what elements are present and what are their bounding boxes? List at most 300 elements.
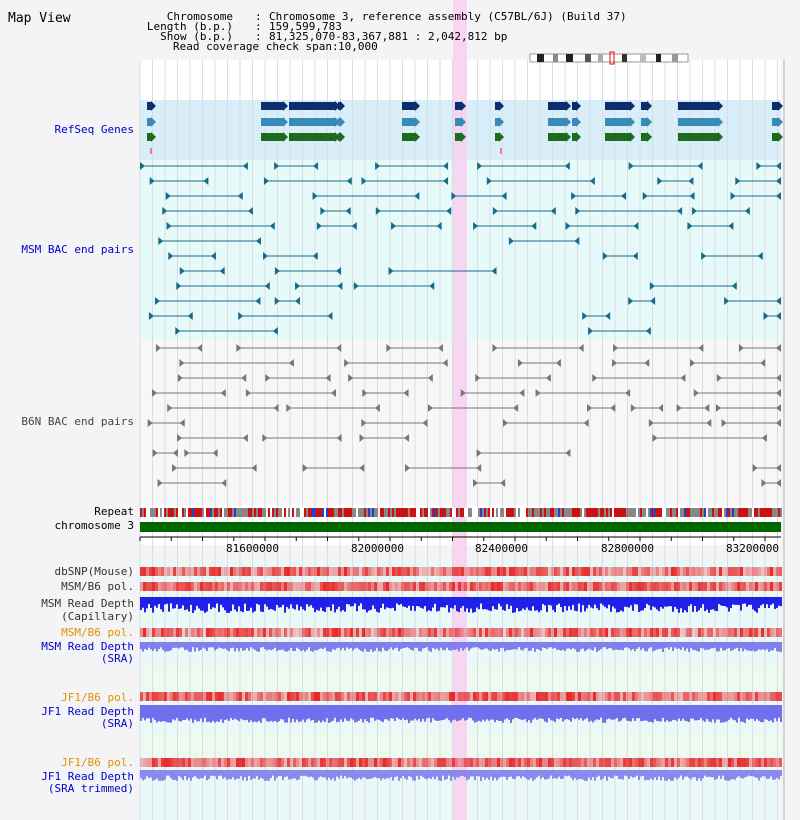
heat-cell (395, 567, 398, 576)
heat-cell (347, 567, 350, 576)
read-depth-bar (186, 642, 188, 650)
read-depth-bar (780, 770, 782, 776)
read-depth-bar (632, 770, 634, 778)
read-depth-bar (176, 642, 178, 648)
heat-cell (662, 692, 665, 701)
heat-cell (170, 758, 173, 767)
read-depth-bar (354, 642, 356, 649)
read-depth-bar (476, 597, 478, 608)
read-depth-bar (628, 770, 630, 779)
repeat-feature (658, 508, 660, 517)
ideogram-band (622, 54, 627, 62)
heat-cell (704, 567, 707, 576)
repeat-feature (408, 508, 410, 517)
repeat-feature (194, 508, 196, 517)
repeat-feature (434, 508, 436, 517)
repeat-feature (576, 508, 578, 517)
repeat-feature (162, 508, 164, 517)
refseq-gene (495, 133, 499, 141)
read-depth-bar (490, 642, 492, 651)
heat-cell (158, 582, 161, 591)
read-depth-bar (368, 770, 370, 779)
heat-cell (422, 692, 425, 701)
refseq-gene (402, 118, 415, 126)
repeat-feature (518, 508, 520, 517)
heat-cell (635, 582, 638, 591)
read-depth-bar (684, 770, 686, 777)
read-depth-bar (638, 642, 640, 647)
read-depth-bar (590, 597, 592, 607)
read-depth-bar (540, 597, 542, 610)
read-depth-bar (144, 705, 146, 720)
heat-cell (449, 628, 452, 637)
read-depth-bar (480, 642, 482, 650)
heat-cell (290, 582, 293, 591)
heat-cell (266, 758, 269, 767)
heat-cell (587, 628, 590, 637)
read-depth-bar (326, 770, 328, 780)
heat-cell (500, 692, 503, 701)
repeat-feature (424, 508, 426, 517)
heat-cell (320, 567, 323, 576)
read-depth-bar (334, 597, 336, 612)
read-depth-bar (410, 597, 412, 611)
heat-cell (200, 628, 203, 637)
repeat-feature (316, 508, 318, 517)
heat-cell (413, 628, 416, 637)
heat-cell (329, 628, 332, 637)
read-depth-bar (140, 642, 142, 649)
read-depth-bar (774, 770, 776, 780)
read-depth-bar (454, 770, 456, 780)
track-label-msm-read-depth[interactable]: MSM Read Depth (41, 597, 134, 610)
read-depth-bar (548, 705, 550, 718)
read-depth-bar (418, 597, 420, 606)
heat-cell (449, 692, 452, 701)
heat-cell (236, 628, 239, 637)
read-depth-bar (264, 642, 266, 649)
repeat-feature (256, 508, 258, 517)
read-depth-bar (386, 642, 388, 651)
read-depth-bar (512, 597, 514, 613)
read-depth-bar (458, 597, 460, 612)
heat-cell (632, 628, 635, 637)
heat-cell (566, 692, 569, 701)
read-depth-bar (662, 770, 664, 777)
read-depth-bar (526, 642, 528, 648)
read-depth-bar (518, 597, 520, 611)
repeat-feature (200, 508, 202, 517)
read-depth-bar (724, 642, 726, 651)
heat-cell (629, 692, 632, 701)
heat-cell (590, 567, 593, 576)
read-depth-bar (210, 705, 212, 723)
track-label-msm-b6-pol-sra[interactable]: MSM/B6 pol. (61, 626, 134, 639)
heat-cell (602, 692, 605, 701)
read-depth-bar (778, 705, 780, 718)
repeat-feature (508, 508, 510, 517)
repeat-feature (272, 508, 274, 517)
heat-cell (347, 692, 350, 701)
read-depth-bar (744, 642, 746, 649)
heat-cell (542, 567, 545, 576)
read-depth-bar (482, 770, 484, 777)
read-depth-bar (558, 705, 560, 719)
read-depth-bar (624, 597, 626, 607)
read-depth-bar (752, 705, 754, 719)
heat-cell (596, 628, 599, 637)
refseq-gene (402, 133, 415, 141)
read-depth-bar (400, 642, 402, 649)
heat-cell (572, 758, 575, 767)
heat-cell (323, 567, 326, 576)
read-depth-bar (324, 705, 326, 722)
read-depth-bar (652, 642, 654, 651)
read-depth-bar (508, 770, 510, 777)
read-depth-bar (764, 597, 766, 608)
info-sep: : (255, 10, 262, 23)
repeat-feature (414, 508, 416, 517)
repeat-feature (758, 508, 760, 517)
read-depth-bar (544, 642, 546, 648)
heat-cell (164, 628, 167, 637)
heat-cell (449, 758, 452, 767)
refseq-gene (772, 102, 778, 110)
read-depth-bar (780, 642, 782, 652)
heat-cell (275, 567, 278, 576)
heat-cell (143, 567, 146, 576)
track-label-repeat[interactable]: Repeat (94, 505, 134, 518)
repeat-feature (230, 508, 232, 517)
read-depth-bar (478, 642, 480, 648)
read-depth-bar (268, 770, 270, 781)
read-depth-bar (178, 770, 180, 776)
heat-cell (704, 758, 707, 767)
read-depth-bar (588, 705, 590, 722)
repeat-feature (462, 508, 464, 517)
read-depth-bar (772, 770, 774, 780)
heat-cell (743, 582, 746, 591)
heat-cell (758, 582, 761, 591)
read-depth-bar (570, 770, 572, 778)
read-depth-bar (548, 770, 550, 778)
heat-cell (296, 582, 299, 591)
heat-cell (554, 582, 557, 591)
read-depth-bar (390, 770, 392, 777)
read-depth-bar (258, 597, 260, 605)
ideogram-band (672, 54, 678, 62)
read-depth-bar (510, 642, 512, 650)
repeat-feature (220, 508, 222, 517)
heat-cell (608, 582, 611, 591)
refseq-gene (455, 102, 461, 110)
heat-cell (590, 628, 593, 637)
track-label-msm-read-depth-sra[interactable]: MSM Read Depth (41, 640, 134, 653)
read-depth-bar (618, 770, 620, 779)
track-label-msm-b6-pol[interactable]: MSM/B6 pol. (61, 580, 134, 593)
track-label-jf1-b6-pol[interactable]: JF1/B6 pol. (61, 691, 134, 704)
heat-cell (713, 758, 716, 767)
read-depth-bar (608, 770, 610, 777)
heat-cell (458, 692, 461, 701)
heat-cell (248, 758, 251, 767)
read-depth-bar (582, 770, 584, 780)
heat-cell (419, 628, 422, 637)
read-depth-bar (344, 597, 346, 612)
read-depth-bar (736, 770, 738, 778)
repeat-feature (558, 508, 560, 517)
info-sep: : (255, 20, 262, 33)
heat-cell (560, 692, 563, 701)
heat-cell (689, 758, 692, 767)
track-label-jf1-read-depth[interactable]: JF1 Read Depth (41, 705, 134, 718)
read-depth-bar (628, 705, 630, 721)
read-depth-bar (396, 597, 398, 603)
read-depth-bar (602, 770, 604, 779)
read-depth-bar (276, 642, 278, 651)
heat-cell (359, 582, 362, 591)
read-depth-bar (306, 642, 308, 650)
heat-cell (731, 628, 734, 637)
read-depth-bar (554, 597, 556, 612)
read-depth-bar (554, 642, 556, 648)
heat-cell (599, 628, 602, 637)
read-depth-bar (166, 597, 168, 604)
repeat-feature (600, 508, 602, 517)
read-depth-bar (630, 642, 632, 651)
read-depth-bar (444, 597, 446, 608)
read-depth-bar (342, 705, 344, 722)
read-depth-bar (292, 597, 294, 608)
read-depth-bar (550, 597, 552, 606)
read-depth-bar (582, 705, 584, 721)
repeat-feature (338, 508, 340, 517)
ideogram-band (598, 54, 603, 62)
read-depth-bar (630, 705, 632, 722)
heat-cell (602, 628, 605, 637)
read-depth-bar (348, 642, 350, 649)
heat-cell (167, 567, 170, 576)
heat-cell (416, 692, 419, 701)
read-depth-bar (200, 597, 202, 611)
heat-cell (518, 692, 521, 701)
read-depth-bar (344, 705, 346, 718)
read-depth-bar (282, 597, 284, 605)
read-depth-bar (428, 597, 430, 610)
repeat-feature (460, 508, 462, 517)
heat-cell (725, 567, 728, 576)
read-depth-bar (720, 642, 722, 648)
read-depth-bar (666, 597, 668, 607)
read-depth-bar (310, 705, 312, 721)
read-depth-bar (622, 770, 624, 780)
read-depth-bar (392, 770, 394, 781)
read-depth-bar (768, 642, 770, 652)
heat-cell (707, 628, 710, 637)
heat-cell (275, 692, 278, 701)
heat-cell (365, 758, 368, 767)
heat-cell (467, 628, 470, 637)
read-depth-bar (486, 597, 488, 610)
read-depth-bar (472, 705, 474, 721)
read-depth-bar (366, 642, 368, 652)
heat-cell (638, 628, 641, 637)
heat-cell (347, 628, 350, 637)
read-depth-bar (490, 770, 492, 777)
heat-cell (410, 628, 413, 637)
heat-cell (380, 582, 383, 591)
read-depth-bar (142, 642, 144, 652)
axis-tick-label: 83200000 (726, 542, 779, 555)
heat-cell (419, 692, 422, 701)
heat-cell (170, 567, 173, 576)
read-depth-bar (682, 597, 684, 613)
read-depth-bar (398, 705, 400, 719)
read-depth-bar (420, 770, 422, 776)
read-depth-bar (296, 705, 298, 720)
heat-cell (422, 758, 425, 767)
track-label-b6n-bac[interactable]: B6N BAC end pairs (21, 415, 134, 428)
read-depth-bar (568, 770, 570, 776)
read-depth-bar (726, 705, 728, 721)
read-depth-bar (500, 597, 502, 606)
read-depth-bar (176, 705, 178, 718)
heat-cell (719, 692, 722, 701)
read-depth-bar (342, 770, 344, 778)
heat-cell (305, 692, 308, 701)
heat-cell (362, 628, 365, 637)
heat-cell (302, 758, 305, 767)
read-depth-bar (720, 770, 722, 779)
heat-cell (740, 567, 743, 576)
heat-cell (419, 567, 422, 576)
heat-cell (656, 567, 659, 576)
repeat-feature (464, 508, 466, 517)
heat-cell (365, 567, 368, 576)
heat-cell (758, 628, 761, 637)
track-label-dbsnp[interactable]: dbSNP(Mouse) (54, 565, 134, 578)
heat-cell (326, 582, 329, 591)
heat-cell (770, 692, 773, 701)
heat-cell (263, 567, 266, 576)
repeat-feature (718, 508, 720, 517)
read-depth-bar (234, 642, 236, 651)
heat-cell (764, 692, 767, 701)
heat-cell (281, 692, 284, 701)
read-depth-bar (218, 597, 220, 612)
read-depth-bar (642, 642, 644, 648)
track-label-refseq[interactable]: RefSeq Genes (54, 123, 134, 136)
heat-cell (413, 582, 416, 591)
repeat-feature (610, 508, 612, 517)
heat-cell (506, 758, 509, 767)
track-label-jf1-b6-pol-trim[interactable]: JF1/B6 pol. (61, 756, 134, 769)
heat-cell (227, 628, 230, 637)
heat-cell (194, 758, 197, 767)
read-depth-bar (352, 642, 354, 651)
repeat-feature (534, 508, 536, 517)
read-depth-bar (156, 597, 158, 608)
read-depth-bar (350, 705, 352, 718)
repeat-feature (146, 508, 148, 517)
read-depth-bar (606, 597, 608, 608)
heat-cell (716, 692, 719, 701)
heat-cell (614, 692, 617, 701)
heat-cell (482, 582, 485, 591)
read-depth-bar (362, 597, 364, 609)
read-depth-bar (772, 597, 774, 604)
read-depth-bar (696, 705, 698, 720)
read-depth-bar (548, 642, 550, 647)
heat-cell (488, 567, 491, 576)
track-label-msm-bac[interactable]: MSM BAC end pairs (21, 243, 134, 256)
read-depth-bar (254, 597, 256, 611)
heat-cell (281, 628, 284, 637)
heat-cell (638, 582, 641, 591)
read-depth-bar (148, 597, 150, 604)
read-depth-bar (346, 770, 348, 778)
read-depth-bar (564, 705, 566, 720)
read-depth-bar (482, 705, 484, 720)
heat-cell (767, 692, 770, 701)
read-depth-bar (158, 770, 160, 781)
read-depth-bar (370, 705, 372, 718)
read-depth-bar (692, 770, 694, 777)
heat-cell (248, 692, 251, 701)
read-depth-bar (378, 597, 380, 613)
repeat-feature (708, 508, 710, 517)
heat-cell (494, 692, 497, 701)
read-depth-bar (614, 642, 616, 650)
heat-cell (473, 692, 476, 701)
read-depth-bar (314, 705, 316, 723)
heat-cell (422, 567, 425, 576)
read-depth-bar (388, 642, 390, 649)
heat-cell (653, 692, 656, 701)
repeat-feature (310, 508, 312, 517)
read-depth-bar (598, 642, 600, 650)
repeat-feature (456, 508, 458, 517)
heat-cell (455, 582, 458, 591)
read-depth-bar (766, 642, 768, 649)
track-label-chromosome[interactable]: chromosome 3 (54, 519, 134, 532)
repeat-feature (566, 508, 568, 517)
read-depth-bar (312, 597, 314, 608)
heat-cell (239, 628, 242, 637)
read-depth-bar (672, 705, 674, 720)
heat-cell (446, 758, 449, 767)
heat-cell (617, 567, 620, 576)
heat-cell (407, 628, 410, 637)
repeat-feature (436, 508, 438, 517)
heat-cell (176, 582, 179, 591)
heat-cell (335, 692, 338, 701)
heat-cell (578, 582, 581, 591)
read-depth-bar (734, 642, 736, 649)
heat-cell (728, 758, 731, 767)
read-depth-bar (250, 642, 252, 647)
repeat-feature (644, 508, 646, 517)
heat-cell (218, 628, 221, 637)
heat-cell (719, 582, 722, 591)
track-label-jf1-read-depth-trim[interactable]: JF1 Read Depth (41, 770, 134, 783)
heat-cell (695, 692, 698, 701)
heat-cell (389, 692, 392, 701)
refseq-gene (289, 102, 335, 110)
read-depth-bar (380, 642, 382, 652)
read-depth-bar (500, 642, 502, 648)
heat-cell (614, 758, 617, 767)
